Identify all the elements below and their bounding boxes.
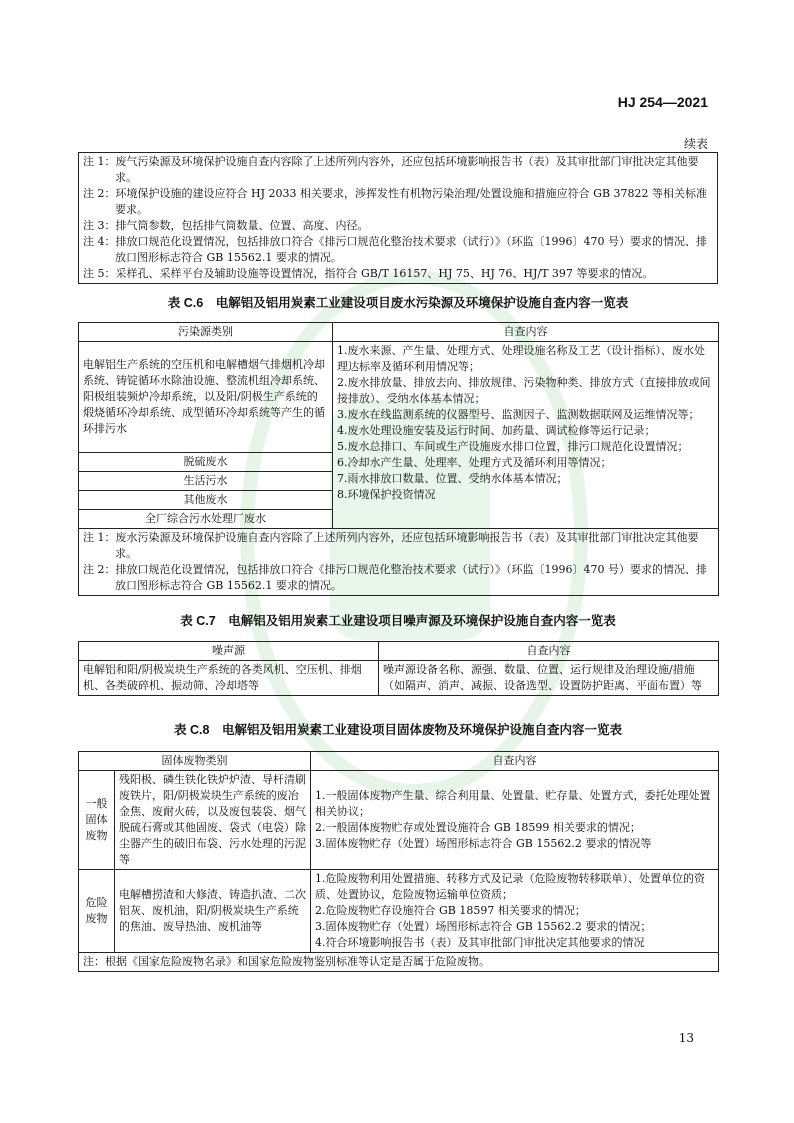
table-c8-header-category: 固体废物类别 (79, 752, 311, 771)
table-c8 (78, 751, 719, 972)
table-c8-hazardous-item-3: 3.固体废物贮存（处置）场图形标志符合 GB 15562.2 要求的情况； (315, 920, 652, 933)
table-c6-item-2: 2.废水排放量、排放去向、排放规律、污染物种类、排放方式（直接排放或间接排放）、受纳水体基本情况； (337, 376, 711, 405)
table-c6-item-4: 4.废水处理设施安装及运行时间、加药量、调试检修等运行记录； (337, 424, 656, 437)
table-c6-item-1: 1.废水来源、产生量、处理方式、处理设施名称及工艺（设计指标）、废水处理达标率及循环利用情况等； (337, 344, 705, 373)
table-c6-source-plant: 全厂综合污水处理厂废水 (79, 510, 333, 529)
table-c8-category-hazardous: 危险废物 (79, 870, 115, 953)
table-c6-note-2: 注 2：排放口规范化设置情况，包括排放口符合《排污口规范化整治技术要求（试行）》（环监〔1996〕470 号）要求的情况、排放口图形标志符合 GB 15562.1 要求的情况。 (83, 563, 707, 592)
table-c6-item-5: 5.废水总排口、车间或生产设施废水排口位置，排污口规范化设置情况； (337, 440, 689, 453)
table-c7-caption: 表 C.7 电解铝及铝用炭素工业建设项目噪声源及环境保护设施自查内容一览表 (180, 614, 616, 628)
top-note-2: 注 2：环境保护设施的建设应符合 HJ 2033 相关要求，涉挥发性有机物污染治理/处置设施和措施应符合 GB 37822 等相关标准要求。 (83, 187, 708, 216)
table-c6-header-source: 污染源类别 (79, 323, 333, 342)
top-note-3: 注 3：排气筒参数，包括排气筒数量、位置、高度、内径。 (83, 219, 369, 232)
page-number: 13 (678, 1031, 694, 1045)
table-c8-category-general: 一般固体废物 (79, 771, 115, 870)
top-note-1: 注 1：废气污染源及环境保护设施自查内容除了上述所列内容外，还应包括环境影响报告书（表）及其审批部门审批决定其他要求。 (83, 155, 699, 184)
top-note-4: 注 4：排放口规范化设置情况，包括排放口符合《排污口规范化整治技术要求（试行）》（环监〔1996〕470 号）要求的情况、排放口图形标志符合 GB 15562.1 要求的情况。 (83, 235, 707, 264)
table-c8-general-item-1: 1.一般固体废物产生量、综合利用量、处置量、贮存量、处置方式，委托处理处置相关协议； (315, 789, 711, 818)
table-c8-source-hazardous: 电解槽捞渣和大修渣、铸造扒渣、二次铝灰、废机油，阳/阴极炭块生产系统的焦油、废导热油、废机油等 (115, 870, 311, 953)
table-c6-item-6: 6.冷却水产生量、处理率、处理方式及循环利用等情况； (337, 456, 612, 469)
table-c7-source: 电解铝和阳/阴极炭块生产系统的各类风机、空压机、排烟机、各类破碎机、振动筛、冷却塔等 (79, 661, 379, 696)
table-c6 (78, 322, 719, 596)
top-notes-table (78, 152, 718, 284)
table-c6-caption: 表 C.6 电解铝及铝用炭素工业建设项目废水污染源及环境保护设施自查内容一览表 (167, 296, 629, 310)
table-c8-general-item-3: 3.固体废物贮存（处置）场图形标志符合 GB 15562.2 要求的情况等 (315, 837, 652, 850)
table-c6-item-8: 8.环境保护投资情况 (337, 488, 436, 501)
table-c6-header-content: 自查内容 (333, 323, 719, 342)
table-c8-content-hazardous (311, 870, 719, 953)
table-c8-caption: 表 C.8 电解铝及铝用炭素工业建设项目固体废物及环境保护设施自查内容一览表 (174, 723, 622, 737)
table-c7-header-content: 自查内容 (379, 642, 719, 661)
table-c8-header-content: 自查内容 (311, 752, 719, 771)
table-c6-content (333, 342, 719, 529)
continued-label: 续表 (683, 137, 708, 151)
table-c8-general-item-2: 2.一般固体废物贮存或处置设施符合 GB 18599 相关要求的情况； (315, 821, 641, 834)
table-c8-hazardous-item-4: 4.符合环境影响报告书（表）及其审批部门审批决定其他要求的情况 (315, 936, 645, 949)
table-c6-source-main: 电解铝生产系统的空压机和电解槽烟气排烟机冷却系统、铸锭循环水除油设施、整流机组冷却系统、阳极组装频炉冷却系统，以及阳/阴极生产系统的煅烧循环冷却系统、成型循环冷却系统等产生的循环排污水 (79, 342, 333, 453)
doc-code: HJ 254—2021 (617, 94, 708, 110)
table-c8-hazardous-item-1: 1.危险废物利用处置措施、转移方式及记录（危险废物转移联单）、处置单位的资质、处置协议，危险废物运输单位资质； (315, 872, 705, 901)
table-c7-header-source: 噪声源 (79, 642, 379, 661)
top-notes-cell (79, 153, 718, 284)
table-c6-item-7: 7.雨水排放口数量、位置、受纳水体基本情况； (337, 472, 568, 485)
table-c7 (78, 641, 719, 696)
table-c8-hazardous-item-2: 2.危险废物贮存设施符合 GB 18597 相关要求的情况； (315, 904, 586, 917)
table-c6-source-desulfurization: 脱硫废水 (79, 453, 333, 472)
table-c6-source-other: 其他废水 (79, 491, 333, 510)
table-c6-note-1: 注 1：废水污染源及环境保护设施自查内容除了上述所列内容外，还应包括环境影响报告书（表）及其审批部门审批决定其他要求。 (83, 531, 699, 560)
table-c7-content: 噪声源设备名称、源强、数量、位置、运行规律及治理设施/措施（如隔声、消声、减振、设备选型、设置防护距离、平面布置）等 (379, 661, 719, 696)
table-c8-content-general (311, 771, 719, 870)
table-c6-source-domestic: 生活污水 (79, 472, 333, 491)
table-c6-notes (79, 529, 719, 596)
top-note-5: 注 5：采样孔、采样平台及辅助设施等设置情况，指符合 GB/T 16157、HJ 75、HJ 76、HJ/T 397 等要求的情况。 (83, 267, 654, 280)
table-c8-source-general: 残阳极、磷生铁化铁炉炉渣、导杆清刷废铁片，阳/阴极炭块生产系统的废冶金焦、废耐火砖，以及废包装袋、烟气脱硫石膏或其他固废、袋式（电袋）除尘器产生的破旧布袋、污水处理的污泥等 (115, 771, 311, 870)
table-c8-note: 注：根据《国家危险废物名录》和国家危险废物鉴别标准等认定是否属于危险废物。 (79, 953, 719, 972)
table-c6-item-3: 3.废水在线监测系统的仪器型号、监测因子、监测数据联网及运维情况等； (337, 408, 700, 421)
